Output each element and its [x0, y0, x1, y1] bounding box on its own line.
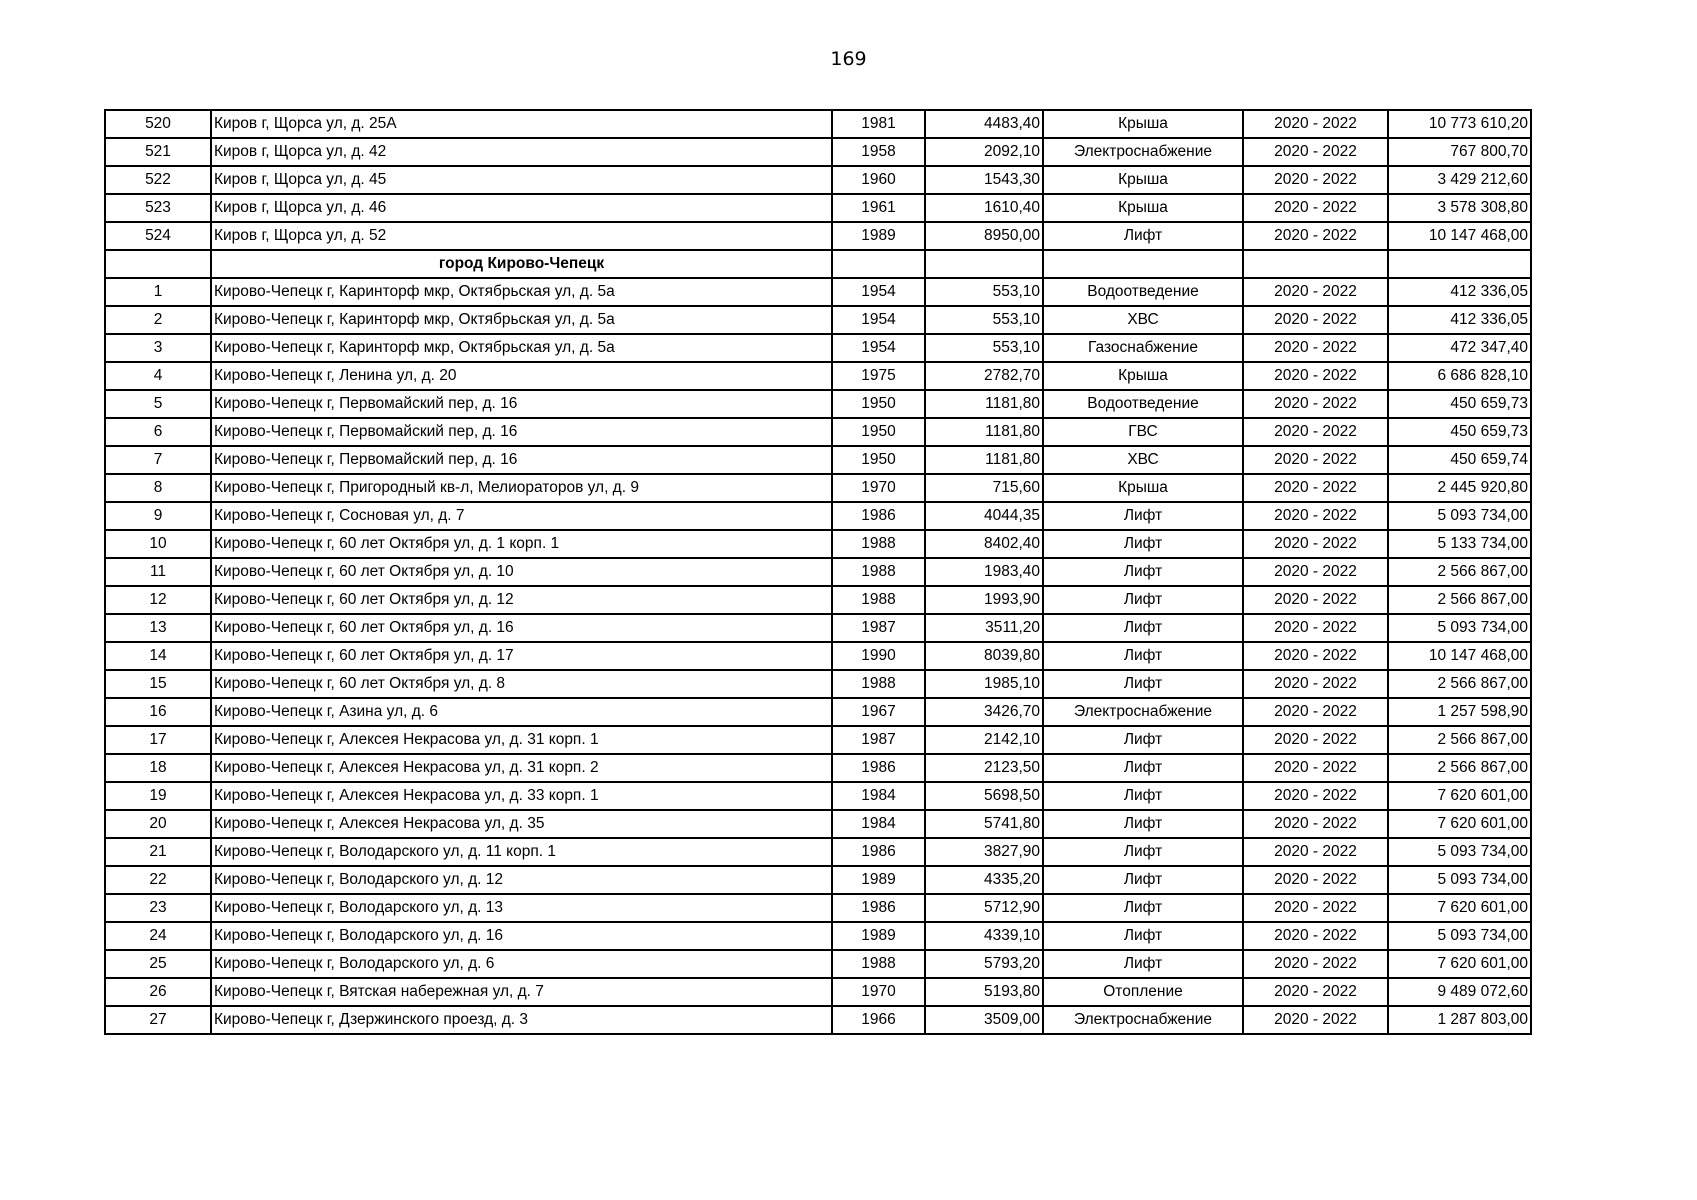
cost-cell: 2 566 867,00 [1388, 726, 1531, 754]
year-cell: 1986 [832, 502, 925, 530]
table-row [105, 754, 1531, 782]
table-row [105, 278, 1531, 306]
address-cell: Кирово-Чепецк г, Алексея Некрасова ул, д. 35 [211, 810, 832, 838]
year-cell: 1958 [832, 138, 925, 166]
row-number-cell: 4 [105, 362, 211, 390]
table-row [105, 978, 1531, 1006]
area-cell: 1181,80 [925, 446, 1043, 474]
cost-cell: 5 093 734,00 [1388, 502, 1531, 530]
year-cell: 1954 [832, 278, 925, 306]
cost-cell: 5 093 734,00 [1388, 614, 1531, 642]
area-cell: 3426,70 [925, 698, 1043, 726]
area-cell: 2123,50 [925, 754, 1043, 782]
table-row [105, 194, 1531, 222]
cost-cell: 7 620 601,00 [1388, 950, 1531, 978]
address-cell: Кирово-Чепецк г, Вятская набережная ул, д. 7 [211, 978, 832, 1006]
area-cell: 553,10 [925, 278, 1043, 306]
address-cell: Кирово-Чепецк г, Володарского ул, д. 6 [211, 950, 832, 978]
year-cell: 1970 [832, 978, 925, 1006]
period-cell: 2020 - 2022 [1243, 782, 1388, 810]
cost-cell: 472 347,40 [1388, 334, 1531, 362]
row-number-cell: 25 [105, 950, 211, 978]
table-row [105, 362, 1531, 390]
period-cell: 2020 - 2022 [1243, 362, 1388, 390]
year-cell: 1989 [832, 222, 925, 250]
period-cell: 2020 - 2022 [1243, 698, 1388, 726]
row-number-cell: 14 [105, 642, 211, 670]
cost-cell: 2 566 867,00 [1388, 670, 1531, 698]
year-cell: 1989 [832, 866, 925, 894]
year-cell: 1988 [832, 670, 925, 698]
row-number-cell: 23 [105, 894, 211, 922]
work-type-cell: Крыша [1043, 194, 1243, 222]
year-cell: 1950 [832, 418, 925, 446]
table-row [105, 894, 1531, 922]
work-type-cell: Лифт [1043, 950, 1243, 978]
work-type-cell: Лифт [1043, 222, 1243, 250]
table-row [105, 586, 1531, 614]
cost-cell: 1 257 598,90 [1388, 698, 1531, 726]
address-cell: Кирово-Чепецк г, Алексея Некрасова ул, д. 33 корп. 1 [211, 782, 832, 810]
area-cell: 8402,40 [925, 530, 1043, 558]
work-type-cell [1043, 250, 1243, 278]
cost-cell: 10 147 468,00 [1388, 642, 1531, 670]
area-cell: 2782,70 [925, 362, 1043, 390]
address-cell: Кирово-Чепецк г, Ленина ул, д. 20 [211, 362, 832, 390]
work-type-cell: Лифт [1043, 558, 1243, 586]
area-cell: 8950,00 [925, 222, 1043, 250]
period-cell: 2020 - 2022 [1243, 866, 1388, 894]
row-number-cell: 3 [105, 334, 211, 362]
cost-cell [1388, 250, 1531, 278]
cost-cell: 5 093 734,00 [1388, 866, 1531, 894]
address-cell: Кирово-Чепецк г, Азина ул, д. 6 [211, 698, 832, 726]
year-cell: 1988 [832, 950, 925, 978]
year-cell: 1967 [832, 698, 925, 726]
table-row [105, 1006, 1531, 1034]
section-title: город Кирово-Чепецк [211, 250, 832, 278]
area-cell: 4339,10 [925, 922, 1043, 950]
cost-cell: 6 686 828,10 [1388, 362, 1531, 390]
period-cell: 2020 - 2022 [1243, 586, 1388, 614]
row-number-cell: 17 [105, 726, 211, 754]
area-cell: 3511,20 [925, 614, 1043, 642]
work-type-cell: Лифт [1043, 922, 1243, 950]
cost-cell: 450 659,74 [1388, 446, 1531, 474]
area-cell: 2092,10 [925, 138, 1043, 166]
row-number-cell: 9 [105, 502, 211, 530]
year-cell: 1981 [832, 110, 925, 138]
period-cell: 2020 - 2022 [1243, 138, 1388, 166]
cost-cell: 2 445 920,80 [1388, 474, 1531, 502]
period-cell: 2020 - 2022 [1243, 110, 1388, 138]
address-cell: Кирово-Чепецк г, 60 лет Октября ул, д. 10 [211, 558, 832, 586]
row-number-cell: 8 [105, 474, 211, 502]
row-number-cell: 24 [105, 922, 211, 950]
table-row [105, 334, 1531, 362]
year-cell: 1987 [832, 614, 925, 642]
address-cell: Кирово-Чепецк г, 60 лет Октября ул, д. 1 корп. 1 [211, 530, 832, 558]
row-number-cell: 13 [105, 614, 211, 642]
area-cell: 1610,40 [925, 194, 1043, 222]
cost-cell: 9 489 072,60 [1388, 978, 1531, 1006]
address-cell: Кирово-Чепецк г, 60 лет Октября ул, д. 16 [211, 614, 832, 642]
area-cell: 3827,90 [925, 838, 1043, 866]
address-cell: Кирово-Чепецк г, Володарского ул, д. 16 [211, 922, 832, 950]
period-cell: 2020 - 2022 [1243, 894, 1388, 922]
area-cell: 5793,20 [925, 950, 1043, 978]
work-type-cell: ХВС [1043, 306, 1243, 334]
address-cell: Кирово-Чепецк г, Володарского ул, д. 11 корп. 1 [211, 838, 832, 866]
period-cell: 2020 - 2022 [1243, 530, 1388, 558]
address-cell: Киров г, Щорса ул, д. 45 [211, 166, 832, 194]
work-type-cell: Крыша [1043, 474, 1243, 502]
area-cell: 4044,35 [925, 502, 1043, 530]
period-cell [1243, 250, 1388, 278]
year-cell: 1988 [832, 530, 925, 558]
row-number-cell: 20 [105, 810, 211, 838]
address-cell: Кирово-Чепецк г, Каринторф мкр, Октябрьская ул, д. 5а [211, 278, 832, 306]
period-cell: 2020 - 2022 [1243, 810, 1388, 838]
table-row [105, 558, 1531, 586]
work-type-cell: Отопление [1043, 978, 1243, 1006]
work-type-cell: Крыша [1043, 166, 1243, 194]
cost-cell: 3 429 212,60 [1388, 166, 1531, 194]
work-type-cell: Лифт [1043, 866, 1243, 894]
address-cell: Кирово-Чепецк г, Каринторф мкр, Октябрьская ул, д. 5а [211, 334, 832, 362]
year-cell: 1988 [832, 586, 925, 614]
table-row [105, 502, 1531, 530]
year-cell: 1986 [832, 754, 925, 782]
period-cell: 2020 - 2022 [1243, 642, 1388, 670]
address-cell: Кирово-Чепецк г, Володарского ул, д. 12 [211, 866, 832, 894]
area-cell: 553,10 [925, 334, 1043, 362]
cost-cell: 767 800,70 [1388, 138, 1531, 166]
area-cell: 4335,20 [925, 866, 1043, 894]
year-cell: 1987 [832, 726, 925, 754]
table-row [105, 782, 1531, 810]
table-row [105, 726, 1531, 754]
cost-cell: 10 147 468,00 [1388, 222, 1531, 250]
address-cell: Киров г, Щорса ул, д. 42 [211, 138, 832, 166]
period-cell: 2020 - 2022 [1243, 726, 1388, 754]
table-body [105, 110, 1531, 1034]
table-row [105, 950, 1531, 978]
area-cell: 8039,80 [925, 642, 1043, 670]
work-type-cell: Лифт [1043, 530, 1243, 558]
row-number-cell: 19 [105, 782, 211, 810]
work-type-cell: Газоснабжение [1043, 334, 1243, 362]
cost-cell: 5 093 734,00 [1388, 922, 1531, 950]
cost-cell: 2 566 867,00 [1388, 558, 1531, 586]
cost-cell: 7 620 601,00 [1388, 782, 1531, 810]
table-row [105, 390, 1531, 418]
period-cell: 2020 - 2022 [1243, 222, 1388, 250]
address-cell: Кирово-Чепецк г, 60 лет Октября ул, д. 8 [211, 670, 832, 698]
area-cell: 553,10 [925, 306, 1043, 334]
address-cell: Кирово-Чепецк г, Пригородный кв-л, Мелиораторов ул, д. 9 [211, 474, 832, 502]
page-number: 169 [830, 48, 867, 70]
address-cell: Кирово-Чепецк г, Дзержинского проезд, д. 3 [211, 1006, 832, 1034]
year-cell: 1960 [832, 166, 925, 194]
area-cell [925, 250, 1043, 278]
table-row [105, 222, 1531, 250]
table-row [105, 474, 1531, 502]
row-number-cell: 12 [105, 586, 211, 614]
row-number-cell: 18 [105, 754, 211, 782]
work-type-cell: Лифт [1043, 754, 1243, 782]
work-type-cell: Водоотведение [1043, 278, 1243, 306]
area-cell: 1985,10 [925, 670, 1043, 698]
address-cell: Кирово-Чепецк г, Первомайский пер, д. 16 [211, 418, 832, 446]
address-cell: Кирово-Чепецк г, Каринторф мкр, Октябрьская ул, д. 5а [211, 306, 832, 334]
cost-cell: 3 578 308,80 [1388, 194, 1531, 222]
work-type-cell: Крыша [1043, 110, 1243, 138]
row-number-cell: 520 [105, 110, 211, 138]
cost-cell: 5 133 734,00 [1388, 530, 1531, 558]
work-type-cell: Лифт [1043, 614, 1243, 642]
table-row [105, 614, 1531, 642]
cost-cell: 7 620 601,00 [1388, 810, 1531, 838]
year-cell: 1988 [832, 558, 925, 586]
work-type-cell: Лифт [1043, 810, 1243, 838]
area-cell: 1993,90 [925, 586, 1043, 614]
year-cell: 1986 [832, 838, 925, 866]
period-cell: 2020 - 2022 [1243, 754, 1388, 782]
year-cell: 1984 [832, 782, 925, 810]
row-number-cell: 21 [105, 838, 211, 866]
period-cell: 2020 - 2022 [1243, 950, 1388, 978]
section-header-row [105, 250, 1531, 278]
work-type-cell: Лифт [1043, 838, 1243, 866]
period-cell: 2020 - 2022 [1243, 922, 1388, 950]
work-type-cell: Электроснабжение [1043, 138, 1243, 166]
work-type-cell: Лифт [1043, 894, 1243, 922]
row-number-cell: 2 [105, 306, 211, 334]
row-number-cell [105, 250, 211, 278]
row-number-cell: 11 [105, 558, 211, 586]
address-cell: Киров г, Щорса ул, д. 46 [211, 194, 832, 222]
area-cell: 5193,80 [925, 978, 1043, 1006]
period-cell: 2020 - 2022 [1243, 1006, 1388, 1034]
work-type-cell: ГВС [1043, 418, 1243, 446]
table-row [105, 698, 1531, 726]
table-row [105, 642, 1531, 670]
table-row [105, 110, 1531, 138]
period-cell: 2020 - 2022 [1243, 390, 1388, 418]
cost-cell: 412 336,05 [1388, 278, 1531, 306]
row-number-cell: 521 [105, 138, 211, 166]
address-cell: Кирово-Чепецк г, Первомайский пер, д. 16 [211, 446, 832, 474]
area-cell: 2142,10 [925, 726, 1043, 754]
address-cell: Кирово-Чепецк г, Первомайский пер, д. 16 [211, 390, 832, 418]
work-type-cell: Крыша [1043, 362, 1243, 390]
period-cell: 2020 - 2022 [1243, 278, 1388, 306]
period-cell: 2020 - 2022 [1243, 418, 1388, 446]
row-number-cell: 15 [105, 670, 211, 698]
period-cell: 2020 - 2022 [1243, 558, 1388, 586]
row-number-cell: 22 [105, 866, 211, 894]
table-row [105, 810, 1531, 838]
row-number-cell: 27 [105, 1006, 211, 1034]
table-row [105, 922, 1531, 950]
row-number-cell: 5 [105, 390, 211, 418]
work-type-cell: Лифт [1043, 502, 1243, 530]
year-cell: 1990 [832, 642, 925, 670]
year-cell [832, 250, 925, 278]
work-type-cell: Лифт [1043, 586, 1243, 614]
row-number-cell: 6 [105, 418, 211, 446]
repair-program-table [104, 109, 1532, 1035]
table-row [105, 166, 1531, 194]
cost-cell: 10 773 610,20 [1388, 110, 1531, 138]
area-cell: 5698,50 [925, 782, 1043, 810]
address-cell: Кирово-Чепецк г, Сосновая ул, д. 7 [211, 502, 832, 530]
period-cell: 2020 - 2022 [1243, 670, 1388, 698]
area-cell: 3509,00 [925, 1006, 1043, 1034]
cost-cell: 450 659,73 [1388, 390, 1531, 418]
address-cell: Киров г, Щорса ул, д. 25А [211, 110, 832, 138]
table-row [105, 446, 1531, 474]
address-cell: Кирово-Чепецк г, Алексея Некрасова ул, д. 31 корп. 2 [211, 754, 832, 782]
address-cell: Киров г, Щорса ул, д. 52 [211, 222, 832, 250]
area-cell: 4483,40 [925, 110, 1043, 138]
table-row [105, 306, 1531, 334]
row-number-cell: 523 [105, 194, 211, 222]
row-number-cell: 16 [105, 698, 211, 726]
area-cell: 1181,80 [925, 418, 1043, 446]
work-type-cell: Лифт [1043, 726, 1243, 754]
address-cell: Кирово-Чепецк г, Алексея Некрасова ул, д. 31 корп. 1 [211, 726, 832, 754]
period-cell: 2020 - 2022 [1243, 446, 1388, 474]
address-cell: Кирово-Чепецк г, 60 лет Октября ул, д. 17 [211, 642, 832, 670]
period-cell: 2020 - 2022 [1243, 306, 1388, 334]
table-row [105, 866, 1531, 894]
area-cell: 5741,80 [925, 810, 1043, 838]
cost-cell: 7 620 601,00 [1388, 894, 1531, 922]
year-cell: 1950 [832, 446, 925, 474]
work-type-cell: Лифт [1043, 782, 1243, 810]
table-row [105, 838, 1531, 866]
address-cell: Кирово-Чепецк г, 60 лет Октября ул, д. 12 [211, 586, 832, 614]
cost-cell: 450 659,73 [1388, 418, 1531, 446]
period-cell: 2020 - 2022 [1243, 166, 1388, 194]
work-type-cell: Лифт [1043, 642, 1243, 670]
area-cell: 1181,80 [925, 390, 1043, 418]
period-cell: 2020 - 2022 [1243, 474, 1388, 502]
cost-cell: 1 287 803,00 [1388, 1006, 1531, 1034]
work-type-cell: Электроснабжение [1043, 698, 1243, 726]
address-cell: Кирово-Чепецк г, Володарского ул, д. 13 [211, 894, 832, 922]
period-cell: 2020 - 2022 [1243, 502, 1388, 530]
year-cell: 1986 [832, 894, 925, 922]
period-cell: 2020 - 2022 [1243, 978, 1388, 1006]
row-number-cell: 7 [105, 446, 211, 474]
year-cell: 1954 [832, 334, 925, 362]
cost-cell: 412 336,05 [1388, 306, 1531, 334]
area-cell: 5712,90 [925, 894, 1043, 922]
area-cell: 1983,40 [925, 558, 1043, 586]
period-cell: 2020 - 2022 [1243, 334, 1388, 362]
area-cell: 715,60 [925, 474, 1043, 502]
year-cell: 1950 [832, 390, 925, 418]
table-row [105, 138, 1531, 166]
row-number-cell: 524 [105, 222, 211, 250]
work-type-cell: Лифт [1043, 670, 1243, 698]
year-cell: 1989 [832, 922, 925, 950]
work-type-cell: Электроснабжение [1043, 1006, 1243, 1034]
work-type-cell: ХВС [1043, 446, 1243, 474]
table-row [105, 530, 1531, 558]
table-row [105, 670, 1531, 698]
year-cell: 1954 [832, 306, 925, 334]
period-cell: 2020 - 2022 [1243, 614, 1388, 642]
year-cell: 1970 [832, 474, 925, 502]
year-cell: 1984 [832, 810, 925, 838]
year-cell: 1961 [832, 194, 925, 222]
row-number-cell: 10 [105, 530, 211, 558]
row-number-cell: 26 [105, 978, 211, 1006]
year-cell: 1966 [832, 1006, 925, 1034]
cost-cell: 2 566 867,00 [1388, 586, 1531, 614]
area-cell: 1543,30 [925, 166, 1043, 194]
cost-cell: 2 566 867,00 [1388, 754, 1531, 782]
work-type-cell: Водоотведение [1043, 390, 1243, 418]
row-number-cell: 522 [105, 166, 211, 194]
year-cell: 1975 [832, 362, 925, 390]
table-row [105, 418, 1531, 446]
cost-cell: 5 093 734,00 [1388, 838, 1531, 866]
row-number-cell: 1 [105, 278, 211, 306]
period-cell: 2020 - 2022 [1243, 194, 1388, 222]
period-cell: 2020 - 2022 [1243, 838, 1388, 866]
